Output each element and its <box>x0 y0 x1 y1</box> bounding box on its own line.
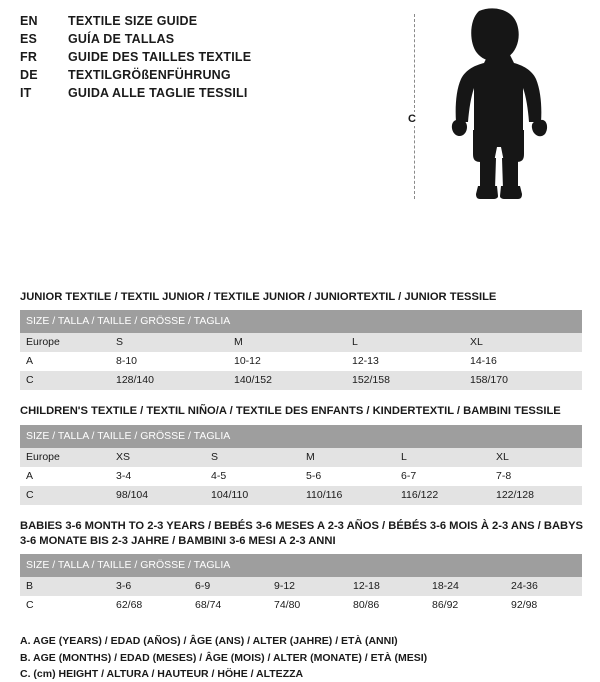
language-row <box>20 68 420 86</box>
cell: 128/140 <box>110 371 228 390</box>
table-row <box>20 467 582 486</box>
cell: 92/98 <box>505 596 582 615</box>
cell: 8-10 <box>110 352 228 371</box>
cell: 3-4 <box>110 467 205 486</box>
size-header-label: SIZE / TALLA / TAILLE / GRÖSSE / TAGLIA <box>20 310 582 333</box>
row-label: A <box>20 352 110 371</box>
legend-line-c: C. (cm) HEIGHT / ALTURA / HAUTEUR / HÖHE / ALTEZZA <box>20 667 304 680</box>
cell: 86/92 <box>426 596 505 615</box>
cell: 12-13 <box>346 352 464 371</box>
cell: XL <box>464 333 582 352</box>
language-code: FR <box>20 50 38 64</box>
row-label: C <box>20 596 110 615</box>
section-childrens-textile <box>20 404 590 504</box>
cell: 140/152 <box>228 371 346 390</box>
size-header-label: SIZE / TALLA / TAILLE / GRÖSSE / TAGLIA <box>20 425 582 448</box>
row-label: C <box>20 486 110 505</box>
language-title: GUIDE DES TAILLES TEXTILE <box>68 50 252 64</box>
cell: XL <box>490 448 582 467</box>
cell: 9-12 <box>268 577 347 596</box>
table-row <box>20 352 582 371</box>
legend-line-b: B. AGE (MONTHS) / EDAD (MESES) / ÂGE (MOIS) / ALTER (MONATE) / ETÀ (MESI) <box>20 651 428 664</box>
language-title: GUÍA DE TALLAS <box>68 32 175 46</box>
cell: 14-16 <box>464 352 582 371</box>
language-title-block <box>20 14 420 104</box>
section-title: BABIES 3-6 MONTH TO 2-3 YEARS / BEBÉS 3-6 MESES A 2-3 AÑOS / BÉBÉS 3-6 MOIS À 2-3 ANS / BABYS 3-6 MONATE BIS 2-3 JAHRE / BAMBINI 3-6 MESI A 2-3 ANNI <box>20 519 584 548</box>
row-label: B <box>20 577 110 596</box>
language-title: TEXTILE SIZE GUIDE <box>68 14 198 28</box>
section-junior-textile <box>20 290 590 390</box>
cell: 74/80 <box>268 596 347 615</box>
section-babies-textile <box>20 519 590 615</box>
cell: 10-12 <box>228 352 346 371</box>
cell: L <box>346 333 464 352</box>
measurement-figure <box>406 8 586 203</box>
table-row <box>20 486 582 505</box>
table-row <box>20 333 582 352</box>
cell: 18-24 <box>426 577 505 596</box>
cell: 5-6 <box>300 467 395 486</box>
row-label: A <box>20 467 110 486</box>
section-title: JUNIOR TEXTILE / TEXTIL JUNIOR / TEXTILE JUNIOR / JUNIORTEXTIL / JUNIOR TESSILE <box>20 291 497 303</box>
language-row <box>20 14 420 32</box>
legend-block <box>20 633 590 682</box>
language-row <box>20 32 420 50</box>
cell: S <box>205 448 300 467</box>
language-code: EN <box>20 14 38 28</box>
cell: 110/116 <box>300 486 395 505</box>
cell: 6-7 <box>395 467 490 486</box>
cell: 152/158 <box>346 371 464 390</box>
cell: 80/86 <box>347 596 426 615</box>
section-title: CHILDREN'S TEXTILE / TEXTIL NIÑO/A / TEXTILE DES ENFANTS / KINDERTEXTIL / BAMBINI TESSILE <box>20 405 561 418</box>
cell: 116/122 <box>395 486 490 505</box>
cell: 3-6 <box>110 577 189 596</box>
cell: M <box>228 333 346 352</box>
table-row <box>20 577 582 596</box>
cell: 4-5 <box>205 467 300 486</box>
table-header-row <box>20 554 582 577</box>
height-measure-label: C <box>408 113 416 125</box>
child-silhouette-icon <box>436 8 566 200</box>
cell: 7-8 <box>490 467 582 486</box>
cell: 98/104 <box>110 486 205 505</box>
language-code: ES <box>20 32 38 46</box>
language-code: IT <box>20 86 32 100</box>
cell: 62/68 <box>110 596 189 615</box>
cell: 122/128 <box>490 486 582 505</box>
table-row <box>20 448 582 467</box>
table-row <box>20 371 582 390</box>
cell: S <box>110 333 228 352</box>
table-header-row <box>20 425 582 448</box>
language-code: DE <box>20 68 38 82</box>
cell: 12-18 <box>347 577 426 596</box>
cell: M <box>300 448 395 467</box>
cell: XS <box>110 448 205 467</box>
cell: 6-9 <box>189 577 268 596</box>
table-header-row <box>20 310 582 333</box>
row-label: Europe <box>20 333 110 352</box>
cell: L <box>395 448 490 467</box>
cell: 68/74 <box>189 596 268 615</box>
row-label: Europe <box>20 448 110 467</box>
cell: 158/170 <box>464 371 582 390</box>
legend-line-a: A. AGE (YEARS) / EDAD (AÑOS) / ÂGE (ANS) / ALTER (JAHRE) / ETÀ (ANNI) <box>20 635 398 648</box>
junior-size-table <box>20 310 582 390</box>
language-row <box>20 86 420 104</box>
row-label: C <box>20 371 110 390</box>
table-row <box>20 596 582 615</box>
language-title: GUIDA ALLE TAGLIE TESSILI <box>68 86 248 100</box>
cell: 104/110 <box>205 486 300 505</box>
cell: 24-36 <box>505 577 582 596</box>
language-row <box>20 50 420 68</box>
size-header-label: SIZE / TALLA / TAILLE / GRÖSSE / TAGLIA <box>20 554 582 577</box>
children-size-table <box>20 425 582 505</box>
babies-size-table <box>20 554 582 615</box>
language-title: TEXTILGRÖßENFÜHRUNG <box>68 68 231 82</box>
height-dashed-line <box>414 14 415 199</box>
